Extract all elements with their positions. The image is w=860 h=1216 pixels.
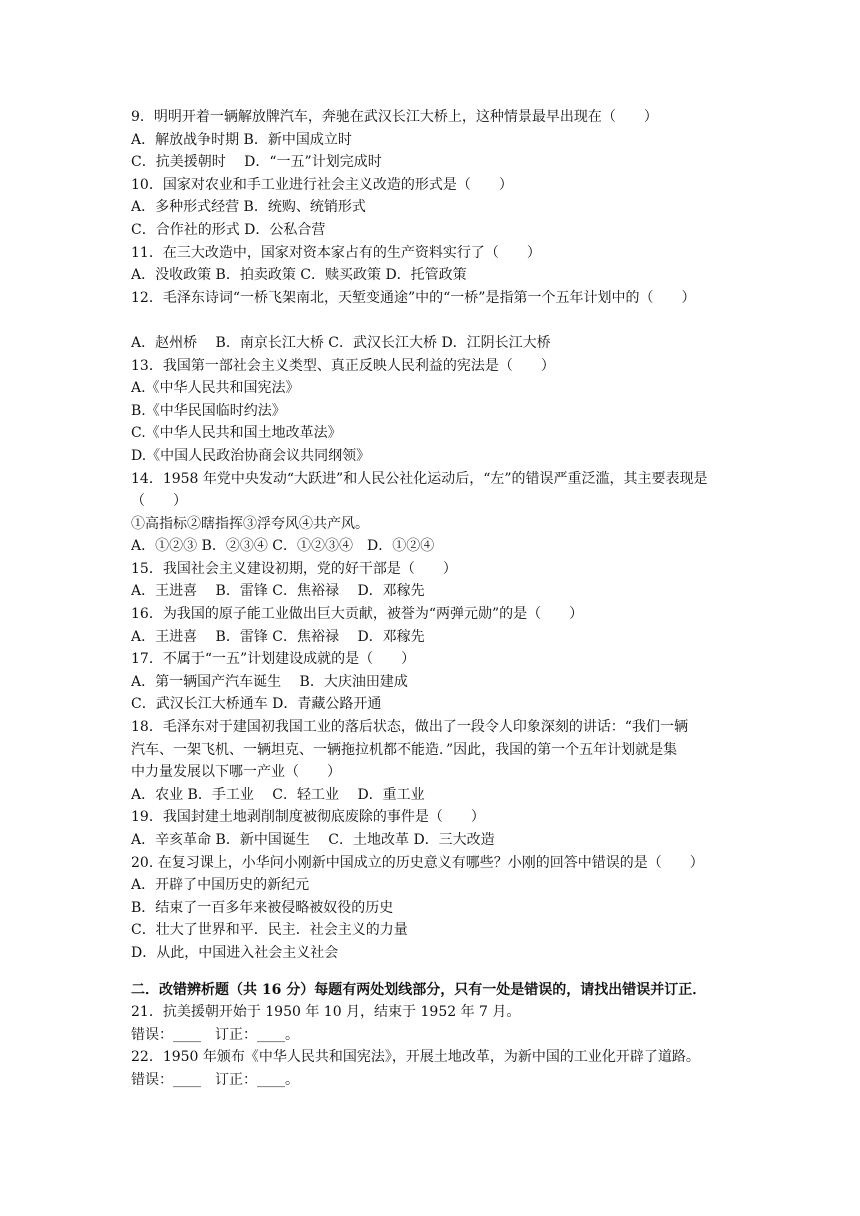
question-14-items: ①高指标②瞎指挥③浮夸风④共产风。 — [131, 515, 369, 532]
question-13-option-c: C.《中华人民共和国土地改革法》 — [131, 425, 342, 442]
question-18-options: A．农业 B．手工业 C．轻工业 D．重工业 — [131, 786, 425, 803]
question-16-options: A．王进喜 B．雷锋 C．焦裕禄 D．邓稼先 — [131, 628, 425, 645]
question-10-options-ab: A．多种形式经营 B．统购、统销形式 — [131, 199, 366, 216]
question-18-line-2: 汽车、一架飞机、一辆坦克、一辆拖拉机都不能造．”因此，我国的第一个五年计划就是集 — [131, 741, 678, 758]
question-9-options-ab: A．解放战争时期 B．新中国成立时 — [131, 131, 352, 148]
question-15: 15．我国社会主义建设初期，党的好干部是（ ） — [131, 560, 457, 577]
question-12: 12．毛泽东诗词“一桥飞架南北，天堑变通途”中的“一桥”是指第一个五年计划中的（ ） — [131, 289, 696, 306]
question-14-bracket: （ ） — [131, 493, 187, 510]
question-11: 11．在三大改造中，国家对资本家占有的生产资料实行了（ ） — [131, 244, 541, 261]
question-11-options: A．没收政策 B．拍卖政策 C．赎买政策 D．托管政策 — [131, 267, 467, 284]
question-13-option-b: B.《中华民国临时约法》 — [131, 402, 286, 419]
blank-line — [131, 309, 741, 332]
question-10-options-cd: C．合作社的形式 D．公私合营 — [131, 221, 326, 238]
question-13-option-a: A.《中华人民共和国宪法》 — [131, 380, 300, 397]
question-22: 22．1950 年颁布《中华人民共和国宪法》，开展土地改革，为新中国的工业化开辟了道路。 — [131, 1049, 700, 1066]
question-10: 10．国家对农业和手工业进行社会主义改造的形式是（ ） — [131, 176, 513, 193]
question-18-line-3: 中力量发展以下哪一产业（ ） — [131, 764, 341, 781]
question-17-options-ab: A．第一辆国产汽车诞生 B．大庆油田建成 — [131, 673, 408, 690]
question-15-options: A．王进喜 B．雷锋 C．焦裕禄 D．邓稼先 — [131, 583, 425, 600]
question-13-option-d: D.《中国人民政治协商会议共同纲领》 — [131, 447, 371, 464]
question-9-options-cd: C．抗美援朝时 D．“一五”计划完成时 — [131, 154, 382, 171]
question-18-line-1: 18．毛泽东对于建国初我国工业的落后状态，做出了一段令人印象深刻的讲话：“我们一辆 — [131, 719, 688, 736]
question-17: 17．不属于“一五”计划建设成就的是（ ） — [131, 651, 416, 668]
question-14: 14．1958 年党中央发动“大跃进”和人民公社化运动后，“左”的错误严重泛滥，其主要表现是 — [131, 470, 708, 487]
question-20: 20. 在复习课上，小华问小刚新中国成立的历史意义有哪些？小刚的回答中错误的是（ ） — [131, 854, 704, 871]
question-22-answer: 错误：____ 订正：____。 — [131, 1071, 299, 1088]
question-20-option-c: C．壮大了世界和平．民主．社会主义的力量 — [131, 922, 408, 939]
question-20-option-b: B．结束了一百多年来被侵略被奴役的历史 — [131, 899, 394, 916]
question-20-option-d: D．从此，中国进入社会主义社会 — [131, 944, 339, 961]
question-16: 16．为我国的原子能工业做出巨大贡献，被誉为“两弹元勋”的是（ ） — [131, 606, 584, 623]
question-21: 21．抗美援朝开始于 1950 年 10 月，结束于 1952 年 7 月。 — [131, 1004, 521, 1021]
question-13: 13．我国第一部社会主义类型、真正反映人民利益的宪法是（ ） — [131, 357, 555, 374]
question-21-answer: 错误：____ 订正：____。 — [131, 1026, 299, 1043]
section-2-heading: 二．改错辨析题（共 16 分）每题有两处划线部分，只有一处是错误的，请找出错误并订正． — [131, 981, 707, 998]
question-9: 9．明明开着一辆解放牌汽车，奔驰在武汉长江大桥上，这种情景最早出现在（ ） — [131, 109, 658, 125]
question-19-options: A．辛亥革命 B．新中国诞生 C．土地改革 D．三大改造 — [131, 832, 495, 848]
section-gap — [131, 965, 741, 979]
question-20-option-a: A．开辟了中国历史的新纪元 — [131, 877, 310, 894]
question-list — [131, 106, 741, 1092]
question-17-options-cd: C．武汉长江大桥通车 D．青藏公路开通 — [131, 696, 382, 713]
question-19: 19．我国封建土地剥削制度被彻底废除的事件是（ ） — [131, 809, 485, 826]
question-14-options: A．①②③ B．②③④ C．①②③④ D．①②④ — [131, 538, 435, 555]
question-12-options: A．赵州桥 B．南京长江大桥 C．武汉长江大桥 D．江阴长江大桥 — [131, 334, 551, 351]
